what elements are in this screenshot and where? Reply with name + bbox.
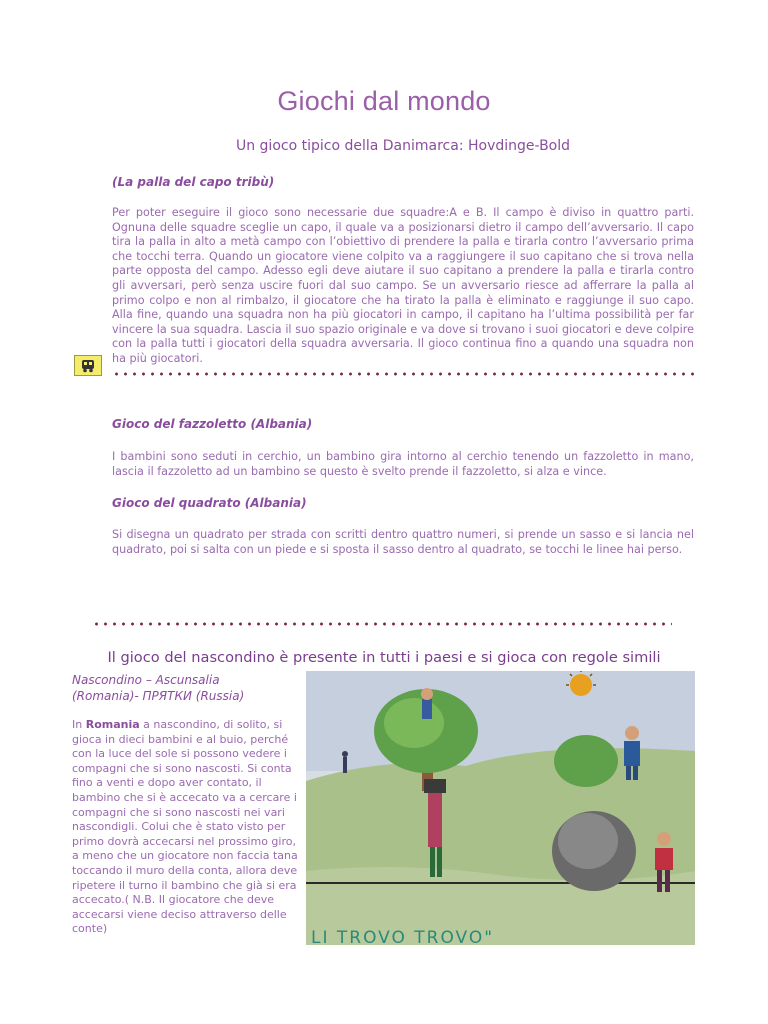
handkerchief-game-text: I bambini sono seduti in cerchio, un bambino gira intorno al cerchio tenendo un fazzoletto in mano, lascia il fazzoletto ad un bambino se questo è svelto prende il fazzoletto, si alza e vince. (112, 450, 694, 478)
text-prefix: In (72, 718, 86, 731)
dotted-separator (112, 371, 694, 377)
page-subtitle: Un gioco tipico della Danimarca: Hovdinge-Bold (235, 138, 571, 154)
square-game-title: Gioco del quadrato (Albania) (112, 496, 307, 510)
hide-and-seek-title-line2: (Romania)- ПРЯТКИ (Russia) (72, 689, 245, 703)
hide-and-seek-title-line1: Nascondino – Ascunsalia (72, 673, 220, 687)
square-game-text: Si disegna un quadrato per strada con scritti dentro quattro numeri, si prende un sasso e si lancia nel quadrato, poi si salta con un piede e si sposta il sasso dentro al quadrato, se tocchi le linee hai perso. (112, 528, 694, 556)
handkerchief-game-title: Gioco del fazzoletto (Albania) (112, 417, 313, 431)
denmark-game-text: Per poter eseguire il gioco sono necessarie due squadre:A e B. Il campo è diviso in quattro parti. Ognuna delle squadre sceglie un capo, il quale va a posizionarsi dietro il campo dell’avversario. Il capo tira la palla in alto a metà campo con l’obiettivo di prendere la palla e tirarla contro l’avversario prima che tocchi terra. Quando un giocatore viene colpito va a raggiungere il suo capitano che si trova nella parte opposta del campo. Adesso egli deve aiutare il suo capitano a prendere la palla e tirarla contro gli avversari, però senza uscire fuori dal suo campo. Se un avversario riesce ad afferrare la palla al primo colpo e non al rimbalzo, il giocatore che ha tirato la palla è eliminato e raggiunge il suo capo. Alla fine, quando una squadra non ha più giocatori in campo, il capitano ha l’ultima possibilità per far vincere la sua squadra. Lascia il suo spazio originale e va dove si trovano i suoi giocatori e deve colpire con la palla tutti i giocatori della squadra avversaria. Il gioco continua fino a quando una squadra non ha più giocatori. (112, 206, 694, 365)
page-title: Giochi dal mondo (277, 86, 491, 116)
bus-icon (74, 355, 102, 376)
child-drawing-image (306, 671, 695, 945)
hide-and-seek-heading: Il gioco del nascondino è presente in tutti i paesi e si gioca con regole simili (107, 649, 661, 666)
drawing-caption: LI TROVO TROVO" (311, 928, 495, 945)
dotted-separator (92, 621, 672, 627)
denmark-game-subtitle: (La palla del capo tribù) (112, 175, 275, 189)
text-body: a nascondino, di solito, si gioca in dieci bambini e al buio, perché con la luce del sole si possono vedere i compagni che si sono nascosti. Si conta fino a venti e dopo aver contato, il bambino che si è accecato va a cercare i compagni che si sono nascosti nei vari nascondigli. Colui che è stato visto per primo dovrà accecarsi nel prossimo giro, a meno che un giocatore non faccia tana toccando il muro della conta, allora deve ripetere il turno il bambino che già si era accecato.( N.B. Il giocatore che deve accecarsi viene deciso attraverso delle conte) (72, 718, 298, 936)
country-name: Romania (85, 718, 140, 731)
hide-and-seek-title (72, 672, 312, 704)
hide-and-seek-text (72, 718, 304, 937)
